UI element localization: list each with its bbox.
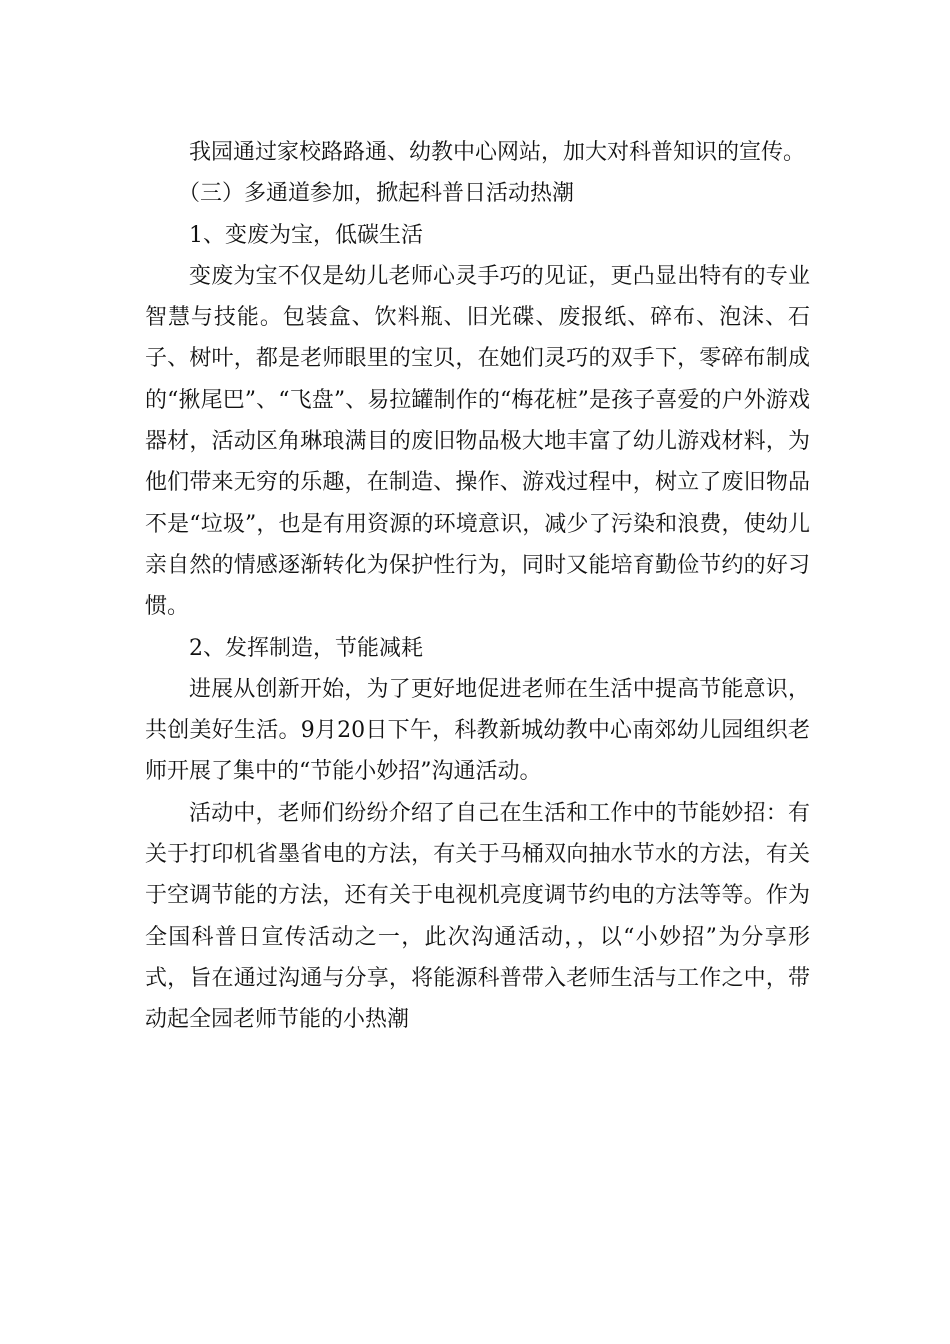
- paragraph-publicity: 我园通过家校路路通、幼教中心网站，加大对科普知识的宣传。: [189, 140, 806, 165]
- paragraph-energy-tips: 活动中，老师们纷纷介绍了自己在生活和工作中的节能妙招：有关于打印机省墨省电的方法，有关于马桶双向抽水节水的方法，有关于空调节能的方法，还有关于电视机亮度调节约电的方法等等。作为全国科普日宣传活动之一，此次沟通活动，，以“小妙招”为分享形式，旨在通过沟通与分享，将能源科普带入老师生活与工作之中，带动起全园老师节能的小热潮: [145, 800, 810, 1033]
- document-page: [145, 132, 810, 1041]
- subheading-2: 2、发挥制造，节能减耗: [189, 635, 423, 661]
- paragraph-recycling: 变废为宝不仅是幼儿老师心灵手巧的见证，更凸显出特有的专业智慧与技能。包装盒、饮料瓶、旧光碟、废报纸、碎布、泡沫、石子、树叶，都是老师眼里的宝贝，在她们灵巧的双手下，零碎布制成的“揪尾巴”、“飞盘”、易拉罐制作的“梅花桩”是孩子喜爱的户外游戏器材，活动区角琳琅满目的废旧物品极大地丰富了幼儿游戏材料，为他们带来无穷的乐趣，在制造、操作、游戏过程中，树立了废旧物品不是“垃圾”，也是有用资源的环境意识，减少了污染和浪费，使幼儿亲自然的情感逐渐转化为保护性行为，同时又能培育勤俭节约的好习惯。: [145, 263, 810, 620]
- section-heading-3: （三）多通道参加，掀起科普日活动热潮: [178, 181, 575, 207]
- paragraph-energy-saving-event: 进展从创新开始，为了更好地促进老师在生活中提高节能意识，共创美好生活。9月20日下午，科教新城幼教中心南郊幼儿园组织老师开展了集中的“节能小妙招”沟通活动。: [145, 676, 810, 785]
- subheading-1: 1、变废为宝，低碳生活: [189, 222, 423, 248]
